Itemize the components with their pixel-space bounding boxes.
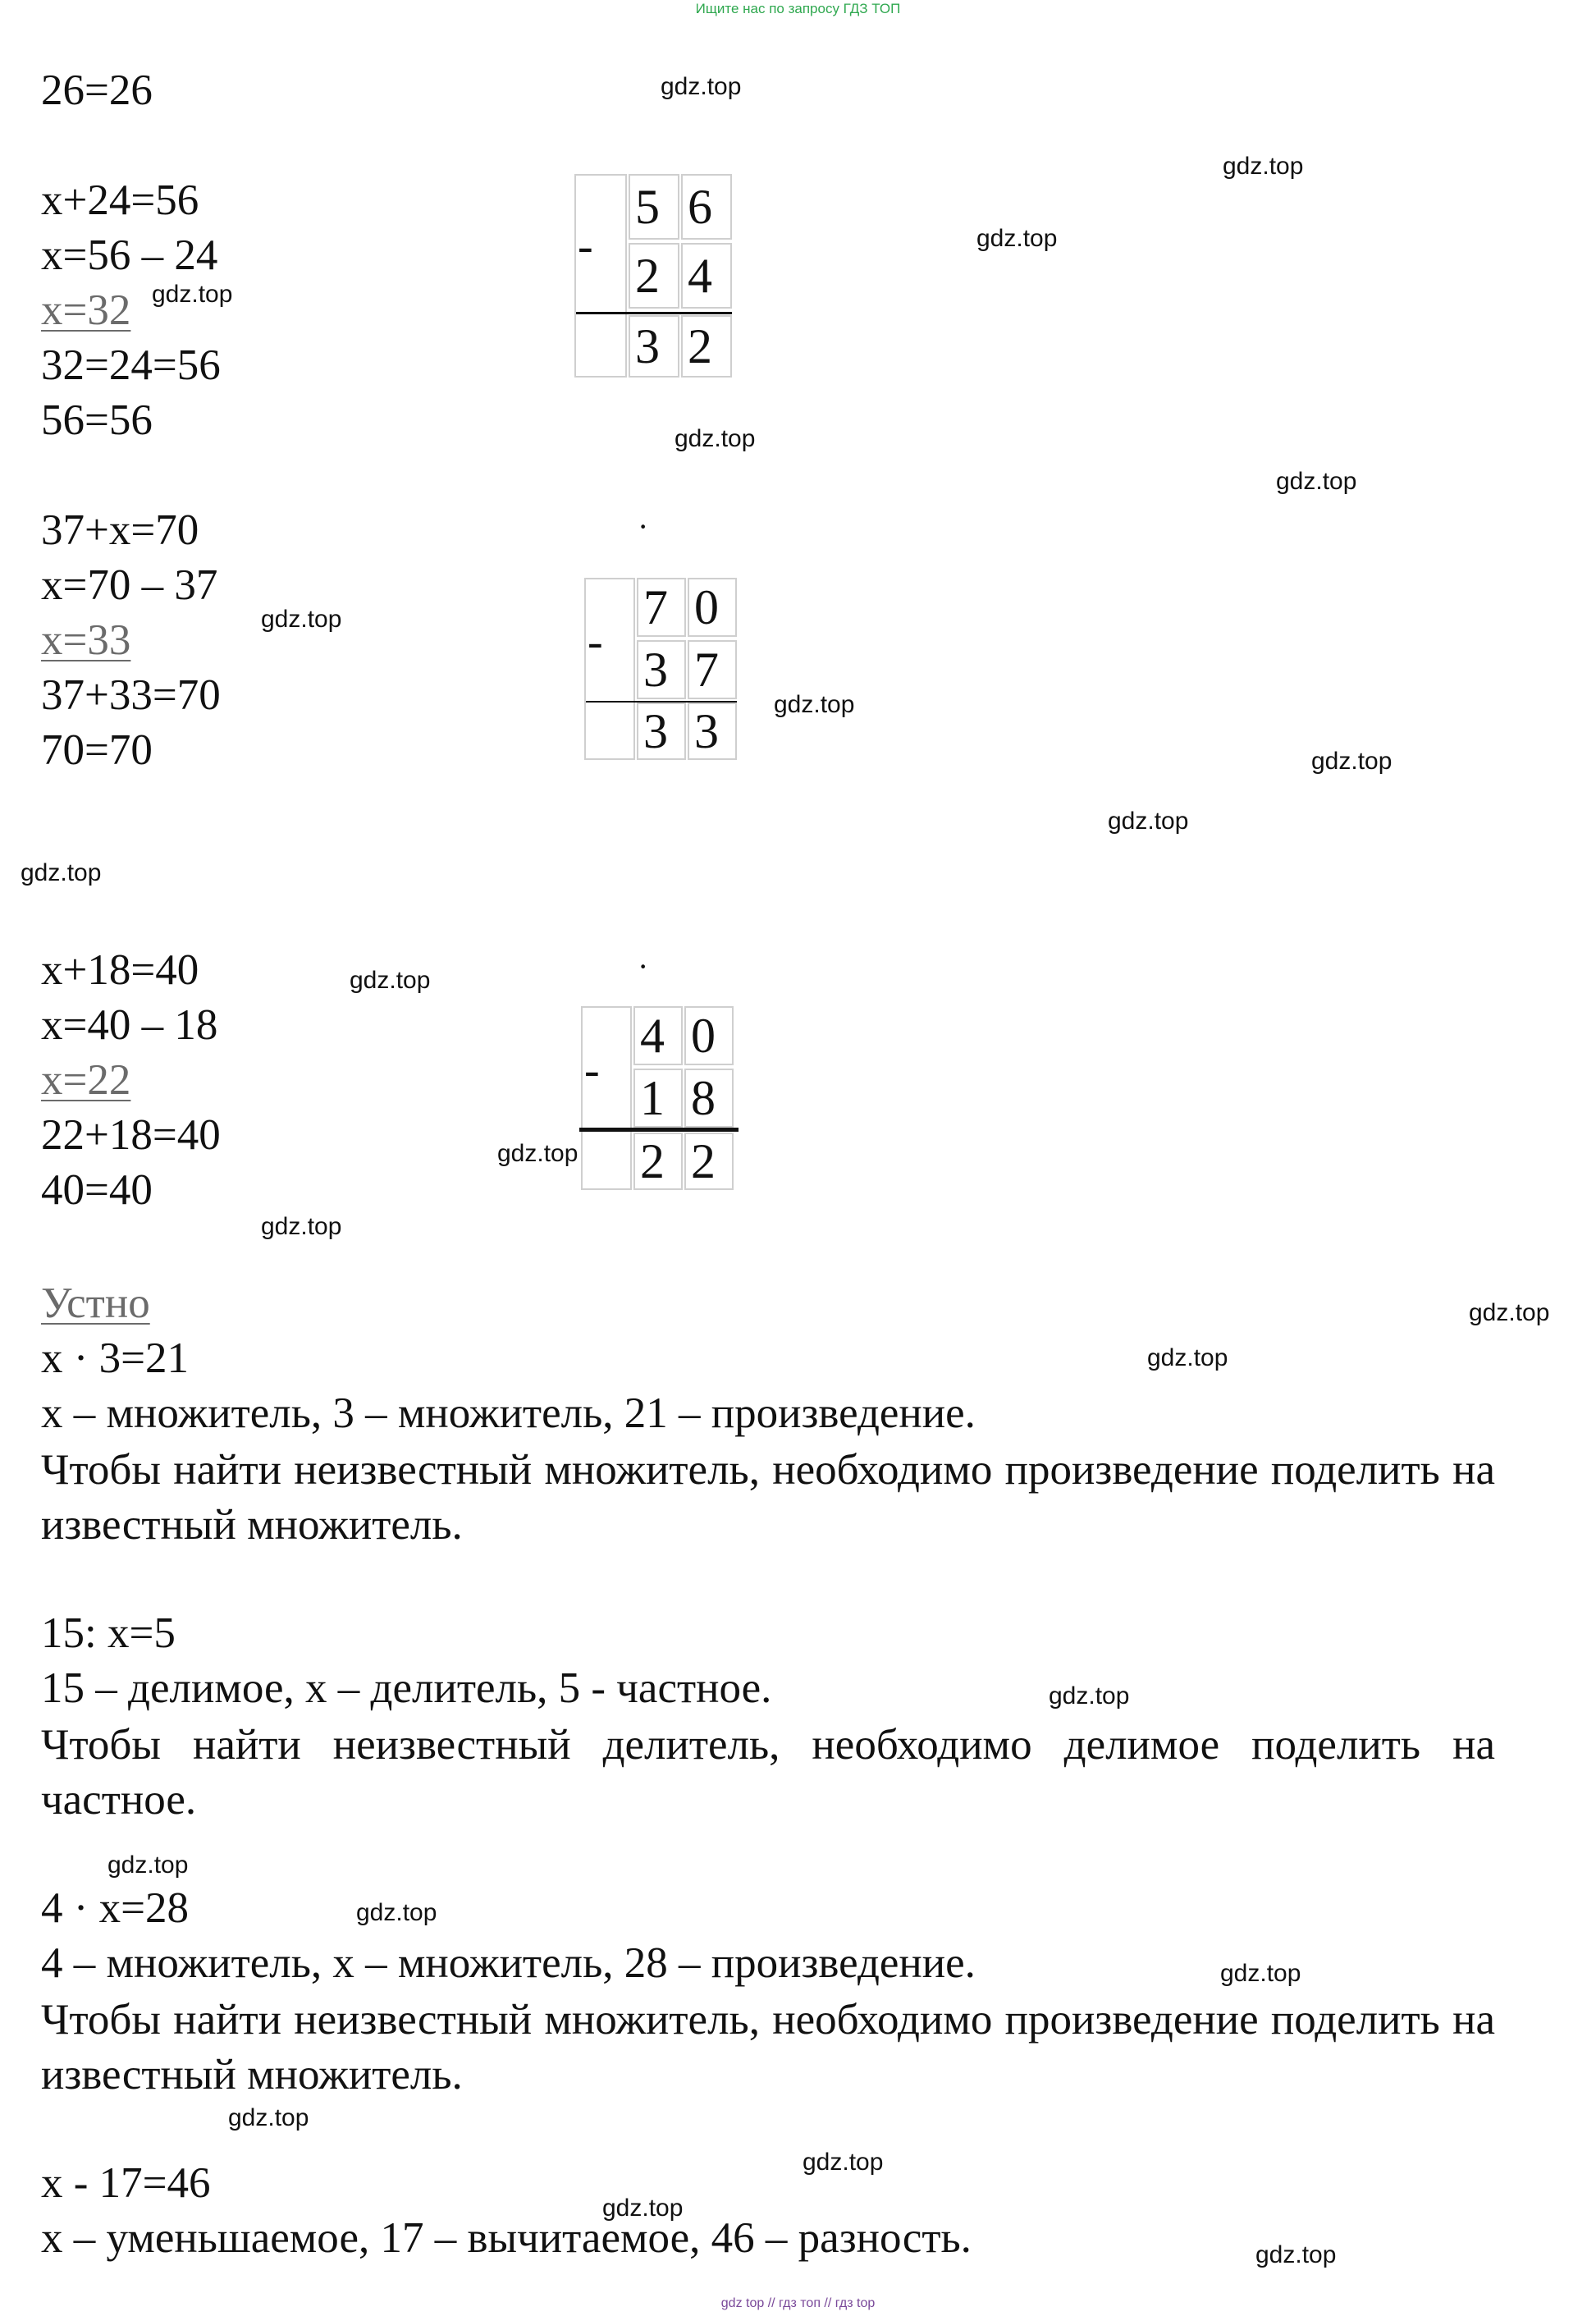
digit-cell: 3: [629, 315, 679, 378]
digit-cell: 3: [637, 640, 686, 699]
watermark: gdz.top: [1108, 808, 1189, 835]
digit-cell: 7: [637, 578, 686, 637]
watermark: gdz.top: [675, 425, 756, 452]
digit-cell: 1: [633, 1069, 683, 1128]
minus-sign: -: [584, 1045, 600, 1096]
task-parts: x – множитель, 3 – множитель, 21 – произведение.: [41, 1389, 976, 1437]
digit-cell: 3: [688, 703, 737, 760]
equation-line: x=40 – 18: [41, 1001, 218, 1049]
bottom-banner: gdz top // гдз топ // гдз top: [720, 2296, 876, 2310]
digit-cell: 6: [681, 174, 732, 240]
watermark: gdz.top: [497, 1140, 578, 1167]
watermark: gdz.top: [261, 606, 342, 633]
task-parts: 15 – делимое, x – делитель, 5 - частное.: [41, 1664, 772, 1712]
watermark: gdz.top: [1276, 468, 1357, 495]
equation-line: x+18=40: [41, 946, 199, 994]
equation-line: 40=40: [41, 1166, 153, 1214]
task-rule: Чтобы найти неизвестный множитель, необходимо произведение поделить на известный множитель.: [41, 1446, 1495, 1549]
equation-line: 70=70: [41, 726, 153, 774]
watermark: gdz.top: [21, 859, 102, 886]
digit-cell: 4: [633, 1006, 683, 1065]
watermark: gdz.top: [1311, 748, 1392, 775]
equation-line: x=70 – 37: [41, 561, 218, 609]
minus-cell: [581, 1006, 632, 1190]
watermark: gdz.top: [661, 73, 742, 100]
result-bar: [579, 1128, 739, 1132]
watermark: gdz.top: [107, 1851, 189, 1879]
minus-cell: [584, 578, 635, 760]
digit-cell: 2: [629, 243, 679, 309]
answer-line: x=33: [41, 616, 131, 664]
watermark: gdz.top: [1147, 1344, 1228, 1371]
watermark: gdz.top: [350, 967, 431, 994]
task-equation: 4 · x=28: [41, 1884, 190, 1932]
digit-cell: 2: [684, 1133, 734, 1190]
watermark: gdz.top: [774, 691, 855, 718]
watermark: gdz.top: [152, 281, 233, 308]
minus-sign: -: [588, 616, 603, 667]
digit-cell: 4: [681, 243, 732, 309]
task-equation: 15: x=5: [41, 1609, 176, 1657]
digit-cell: 0: [688, 578, 737, 637]
task-parts: x – уменьшаемое, 17 – вычитаемое, 46 – разность.: [41, 2214, 972, 2262]
watermark: gdz.top: [602, 2195, 684, 2222]
answer-line: x=22: [41, 1056, 131, 1104]
top-banner: Ищите нас по запросу ГДЗ ТОП: [695, 1, 901, 16]
watermark: gdz.top: [1255, 2241, 1337, 2268]
equation-line: x+24=56: [41, 176, 199, 224]
task-parts: 4 – множитель, x – множитель, 28 – произведение.: [41, 1939, 976, 1987]
equation-line: 56=56: [41, 396, 153, 444]
digit-cell: 0: [684, 1006, 734, 1065]
watermark: gdz.top: [1049, 1682, 1130, 1710]
equation-line: x=56 – 24: [41, 231, 218, 279]
equation-line: 26=26: [41, 66, 153, 114]
watermark: gdz.top: [1223, 153, 1304, 180]
watermark: gdz.top: [803, 2149, 884, 2176]
digit-cell: 3: [637, 703, 686, 760]
minus-sign: -: [578, 221, 593, 272]
equation-line: 32=24=56: [41, 341, 221, 389]
digit-cell: 2: [633, 1133, 683, 1190]
minus-cell: [574, 174, 627, 378]
task-rule: Чтобы найти неизвестный делитель, необходимо делимое поделить на частное.: [41, 1721, 1495, 1824]
answer-line: x=32: [41, 286, 131, 334]
task-rule: Чтобы найти неизвестный множитель, необходимо произведение поделить на известный множитель.: [41, 1996, 1495, 2099]
task-equation: x · 3=21: [41, 1334, 190, 1382]
dot-mark: ·: [638, 508, 649, 545]
digit-cell: 2: [681, 315, 732, 378]
task-equation: x - 17=46: [41, 2159, 211, 2207]
digit-cell: 7: [688, 640, 737, 699]
watermark: gdz.top: [356, 1899, 437, 1926]
equation-line: 37+33=70: [41, 671, 221, 719]
watermark: gdz.top: [228, 2104, 309, 2131]
watermark: gdz.top: [1469, 1299, 1550, 1326]
watermark: gdz.top: [976, 225, 1058, 252]
watermark: gdz.top: [261, 1213, 342, 1240]
equation-line: 22+18=40: [41, 1111, 221, 1159]
dot-mark: ·: [638, 948, 649, 985]
equation-line: 37+x=70: [41, 506, 199, 554]
digit-cell: 5: [629, 174, 679, 240]
result-bar: [576, 312, 732, 314]
watermark: gdz.top: [1220, 1960, 1301, 1987]
section-heading: Устно: [41, 1279, 150, 1327]
digit-cell: 8: [684, 1069, 734, 1128]
